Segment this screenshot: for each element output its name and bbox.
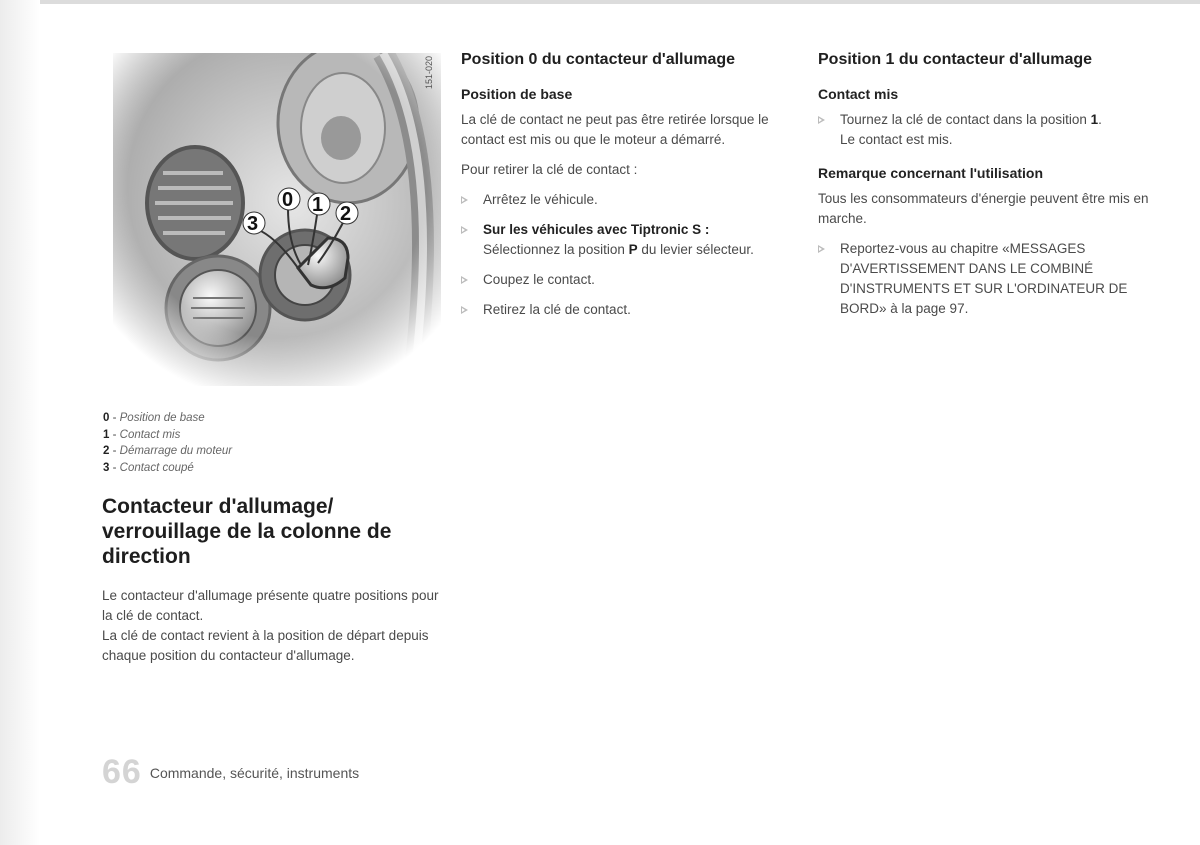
legend-item: 2 - Démarrage du moteur <box>103 445 233 457</box>
intro-text: Le contacteur d'allumage présente quatre positions pour la clé de contact. La clé de contact revient à la position de départ depuis chaque position du contacteur d'allumage. <box>102 588 439 663</box>
ignition-switch-illustration <box>113 53 441 386</box>
figure-code: 151-020 <box>424 56 434 90</box>
dashboard-photo <box>113 53 441 386</box>
column-position-1 <box>818 50 1158 329</box>
col1-title: Position 0 du contacteur d'allumage <box>461 51 736 68</box>
footer-section: Commande, sécurité, instruments <box>149 764 360 781</box>
bullet-arrow-icon <box>818 245 825 253</box>
legend-item: 1 - Contact mis <box>103 428 181 441</box>
col1-paragraph: La clé de contact ne peut pas être retirée lorsque le contact est mis ou que le moteur a démarré. <box>461 112 769 147</box>
col2-title: Position 1 du contacteur d'allumage <box>818 51 1093 68</box>
col2-subtitle-2: Remarque concernant l'utilisation <box>818 165 1044 181</box>
col1-subtitle: Position de base <box>461 86 573 102</box>
bullet-arrow-icon <box>461 196 468 204</box>
col1-paragraph-2: Pour retirer la clé de contact : <box>461 162 638 177</box>
page-number: 66 <box>102 753 142 791</box>
col1-step: Coupez le contact. <box>461 270 801 290</box>
page-footer <box>102 753 359 793</box>
bullet-arrow-icon <box>461 276 468 284</box>
col2-subtitle: Contact mis <box>818 86 899 102</box>
bullet-arrow-icon <box>818 116 825 124</box>
bullet-arrow-icon <box>461 306 468 314</box>
col1-step: Sur les véhicules avec Tiptronic S : Sélectionnez la position P du levier sélecteur. <box>461 220 801 260</box>
top-edge <box>0 0 1200 4</box>
col2-step: Tournez la clé de contact dans la position 1. Le contact est mis. <box>818 110 1158 150</box>
column-position-0 <box>461 50 801 330</box>
col1-step: Arrêtez le véhicule. <box>461 190 801 210</box>
bullet-arrow-icon <box>461 226 468 234</box>
section-title: Contacteur d'allumage/ verrouillage de la colonne de direction <box>102 495 392 568</box>
col1-step: Retirez la clé de contact. <box>461 300 801 320</box>
page-gutter-shade <box>0 0 40 845</box>
col2-step: Reportez-vous au chapitre «MESSAGES D'AVERTISSEMENT DANS LE COMBINÉ D'INSTRUMENTS ET SUR L'ORDINATEUR DE BORD» à la page 97. <box>818 239 1158 319</box>
legend-item: 3 - Contact coupé <box>103 461 194 474</box>
figure-legend <box>103 410 232 476</box>
col2-paragraph: Tous les consommateurs d'énergie peuvent être mis en marche. <box>818 191 1149 226</box>
legend-item: 0 - Position de base <box>103 412 205 424</box>
